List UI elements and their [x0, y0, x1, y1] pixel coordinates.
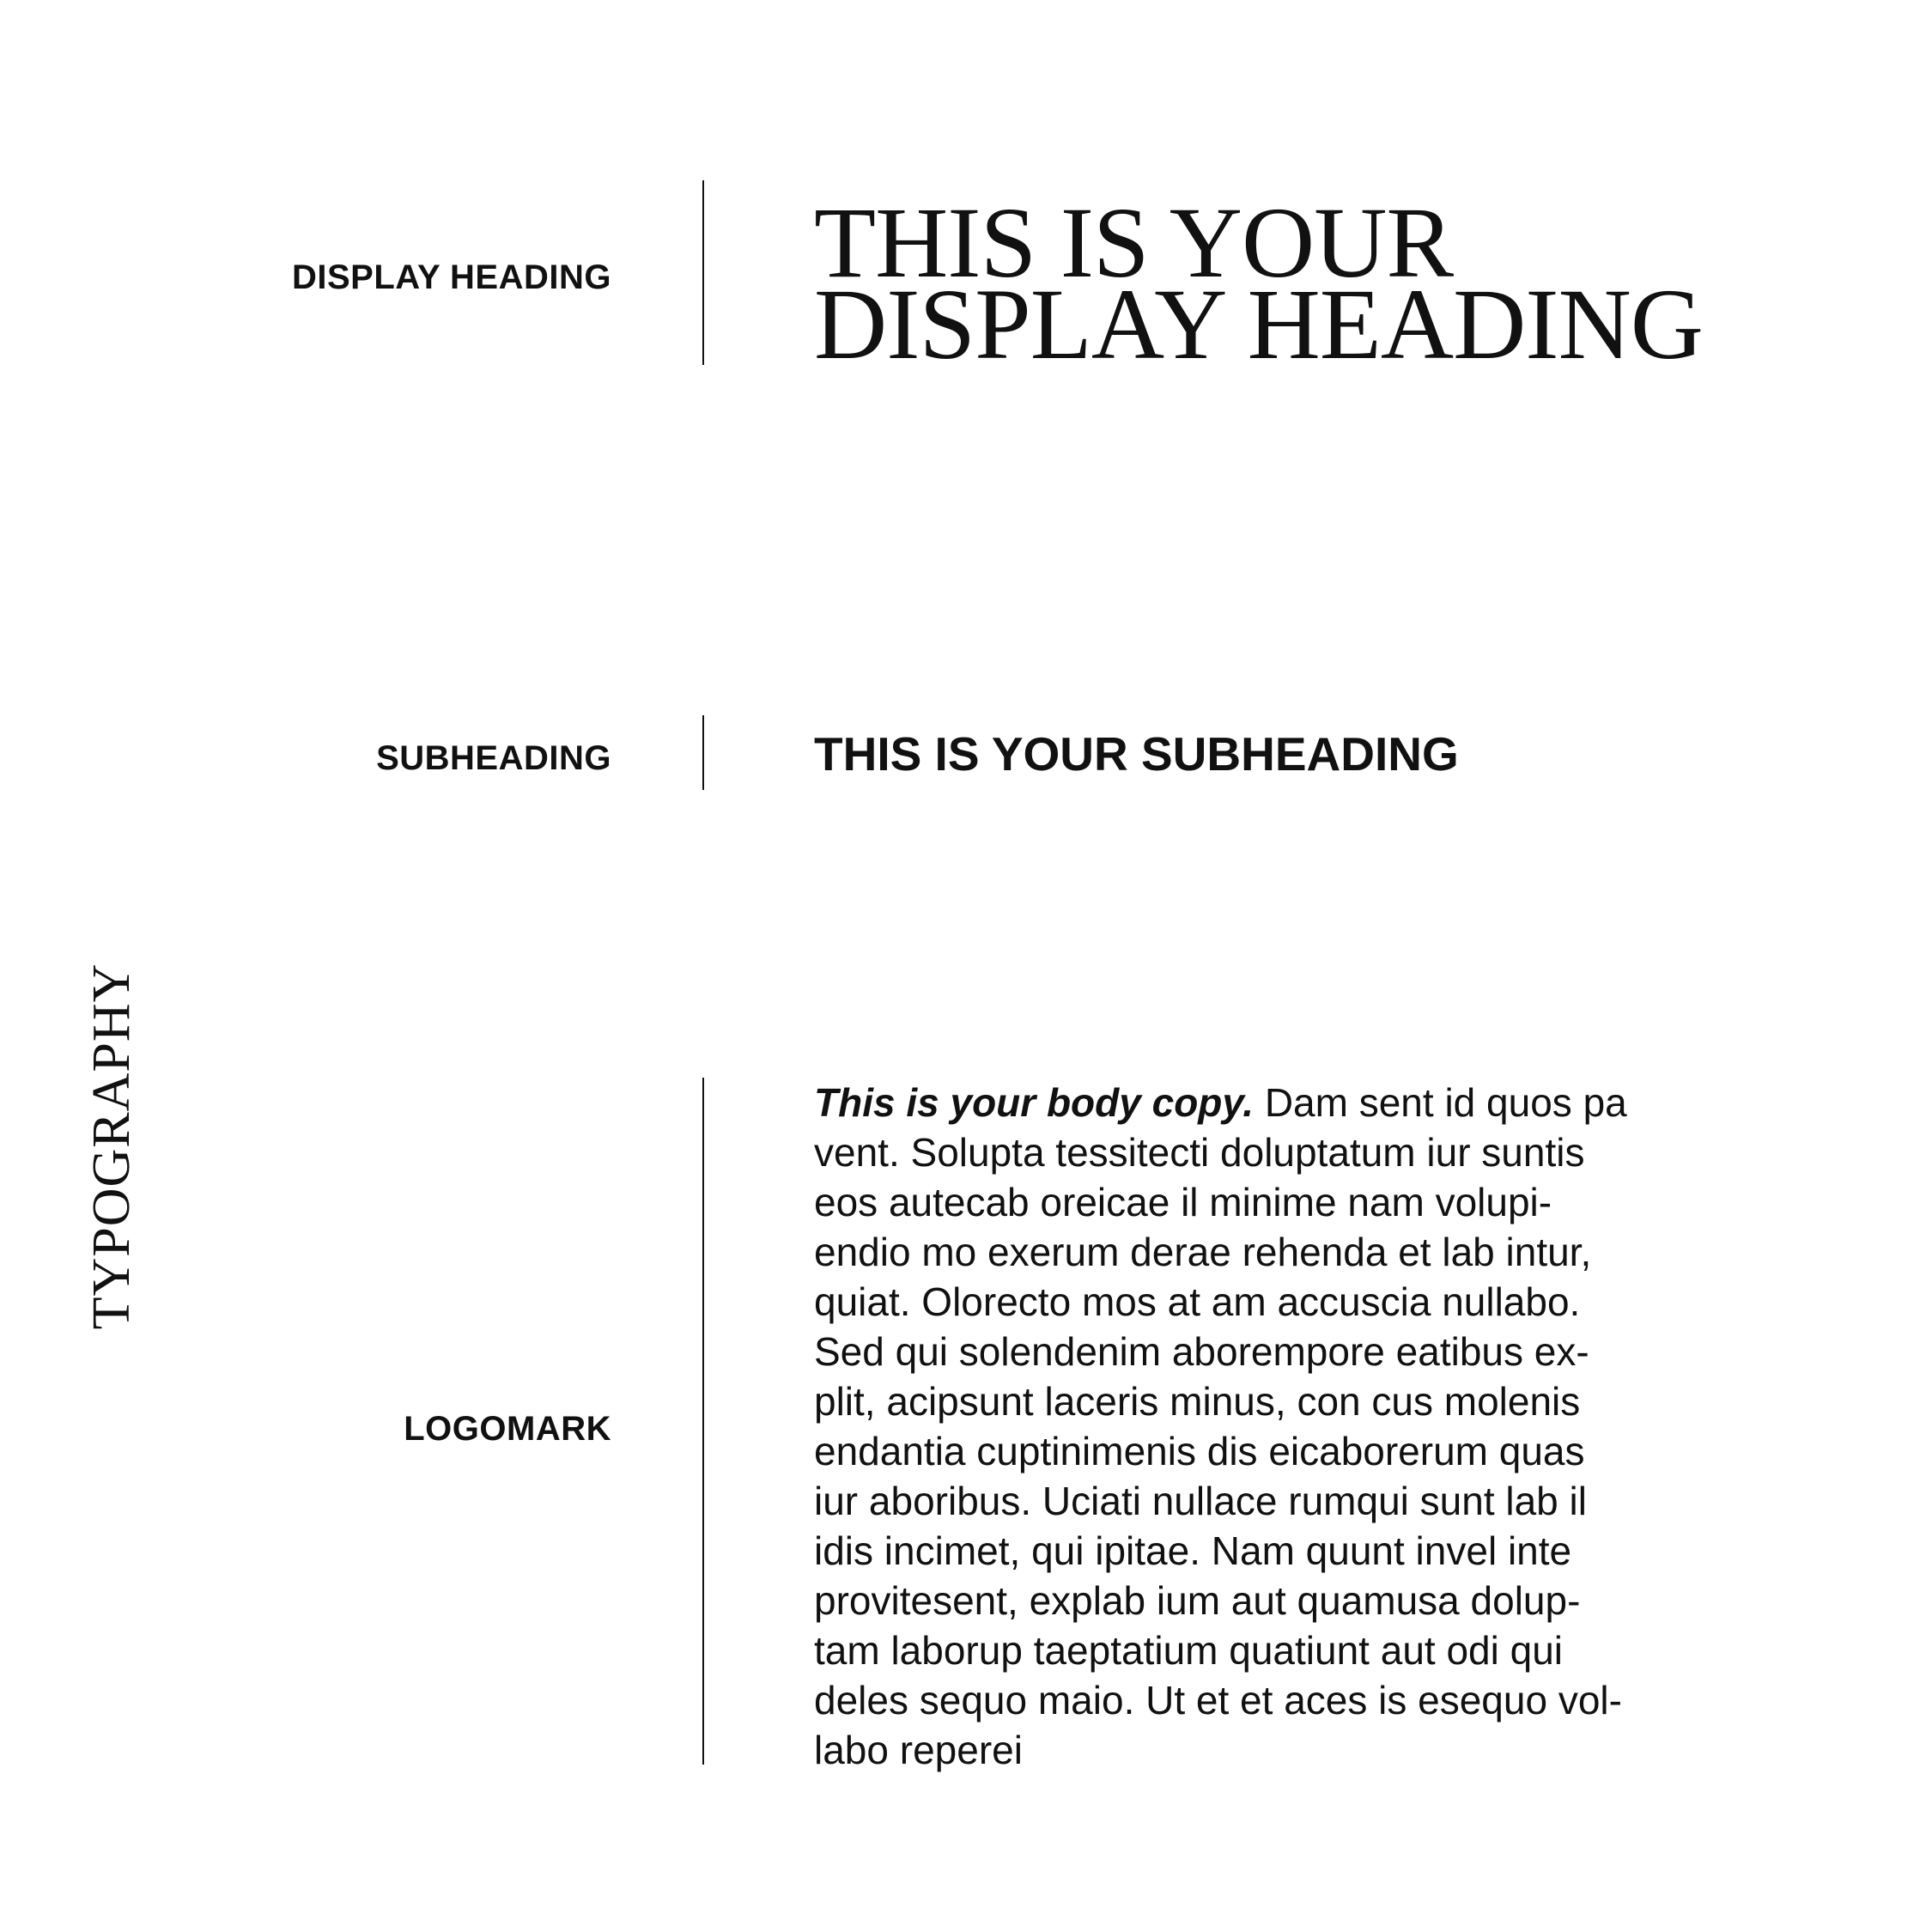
- display-heading-line-2: DISPLAY HEADING: [814, 268, 1704, 380]
- subheading-label: SUBHEADING: [376, 739, 611, 777]
- display-heading-line-1: THIS IS YOUR: [814, 186, 1454, 299]
- section-title-vertical: TYPOGRAPHY: [82, 963, 141, 1330]
- body-copy-first-line-rest: Dam sent id quos pa: [1254, 1080, 1627, 1125]
- body-copy-line: provitesent, explab ium aut quamusa dolup-: [814, 1578, 1581, 1623]
- logomark-label: LOGOMARK: [404, 1410, 611, 1448]
- body-copy-line: endio mo exerum derae rehenda et lab intur,: [814, 1230, 1592, 1274]
- body-copy-line: labo reperei: [814, 1728, 1023, 1772]
- subheading-divider: [702, 715, 704, 790]
- body-copy-line: endantia cuptinimenis dis eicaborerum quas: [814, 1429, 1585, 1473]
- body-copy-line: plit, acipsunt laceris minus, con cus molenis: [814, 1379, 1581, 1424]
- body-copy-sample: [814, 1078, 1627, 1775]
- display-heading-sample: [814, 186, 1704, 380]
- subheading-sample: THIS IS YOUR SUBHEADING: [814, 727, 1459, 781]
- body-copy-line: vent. Solupta tessitecti doluptatum iur suntis: [814, 1130, 1585, 1175]
- body-copy-line: deles sequo maio. Ut et et aces is esequo vol-: [814, 1678, 1622, 1722]
- body-copy-line: iur aboribus. Uciati nullace rumqui sunt lab il: [814, 1479, 1587, 1523]
- body-copy-line: tam laborup taeptatium quatiunt aut odi qui: [814, 1628, 1564, 1673]
- body-copy-line: eos autecab oreicae il minime nam volupi-: [814, 1180, 1552, 1224]
- body-copy-line: idis incimet, qui ipitae. Nam quunt invel inte: [814, 1528, 1572, 1573]
- body-copy-lead: This is your body copy.: [814, 1080, 1255, 1125]
- display-heading-divider: [702, 180, 704, 365]
- body-copy-divider: [702, 1078, 704, 1765]
- body-copy-line: [814, 1078, 1627, 1127]
- body-copy-line: Sed qui solendenim aborempore eatibus ex-: [814, 1329, 1589, 1374]
- display-heading-label: DISPLAY HEADING: [291, 258, 611, 296]
- body-copy-line: quiat. Olorecto mos at am accuscia nullabo.: [814, 1279, 1581, 1324]
